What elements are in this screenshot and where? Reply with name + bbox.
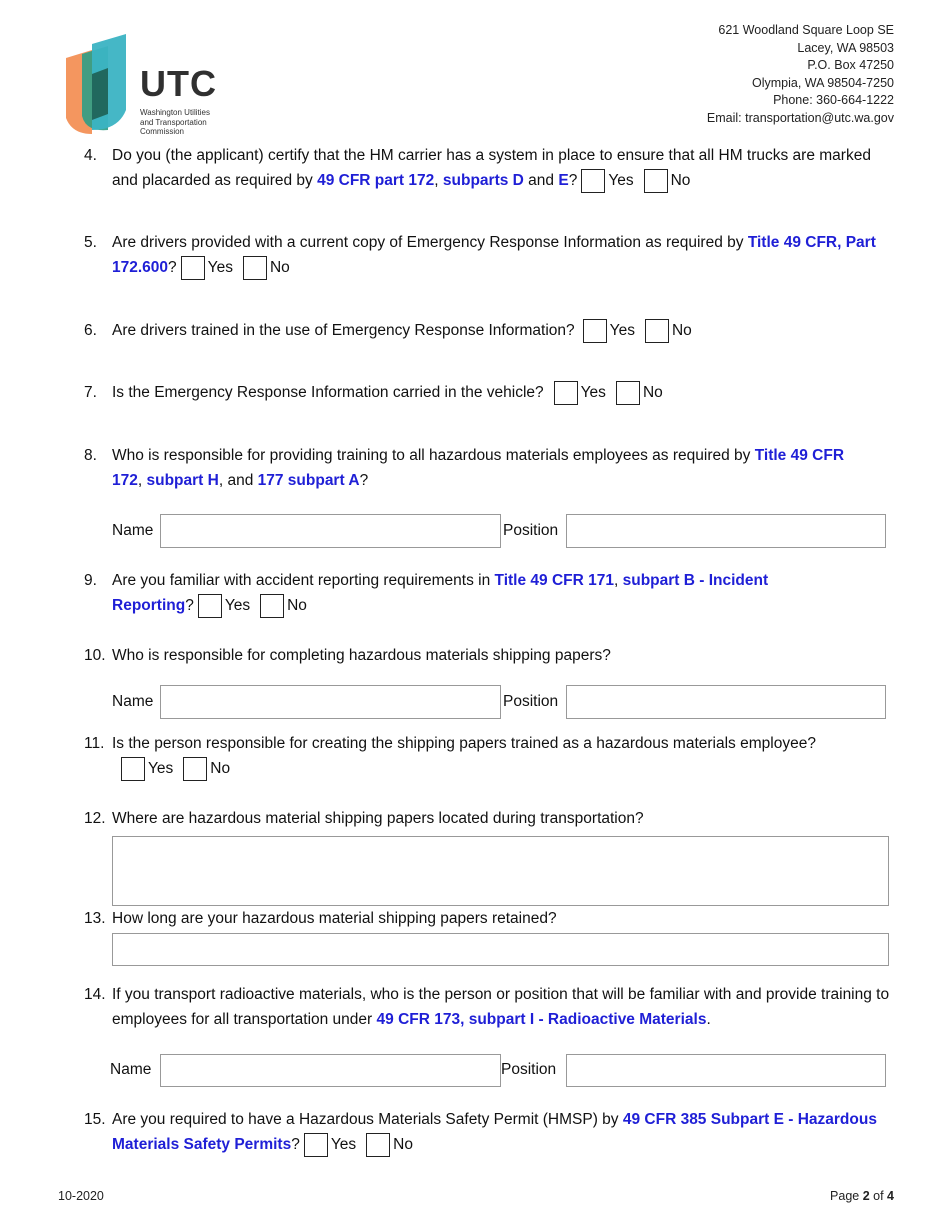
link-title-49-cfr-172-600[interactable]: Title 49 CFR, Part 172.600 xyxy=(112,234,876,276)
q9-yes-checkbox[interactable] xyxy=(198,594,222,618)
q10-name-label: Name xyxy=(112,693,154,710)
q7-yes-checkbox[interactable] xyxy=(554,381,578,405)
q7-no-checkbox[interactable] xyxy=(616,381,640,405)
q6-no-checkbox[interactable] xyxy=(645,319,669,343)
q14-position-input[interactable] xyxy=(566,1054,886,1087)
logo-wordmark: UTC xyxy=(140,63,217,104)
q14-position-label: Position xyxy=(501,1061,557,1078)
link-title-49-cfr-172[interactable]: Title 49 CFR 172 xyxy=(112,447,845,489)
q6-yes-checkbox[interactable] xyxy=(583,319,607,343)
q15-no-checkbox[interactable] xyxy=(366,1133,390,1157)
link-177-subpart-a[interactable]: 177 subpart A xyxy=(257,472,360,489)
link-subpart-b-incident-reporting[interactable]: subpart B - Incident Reporting xyxy=(112,572,769,614)
link-subpart-h[interactable]: subpart H xyxy=(146,472,219,489)
page-number: Page 2 of 4 xyxy=(830,1189,894,1203)
link-subparts-d[interactable]: subparts D xyxy=(442,172,524,189)
agency-address: 621 Woodland Square Loop SE Lacey, WA 98503 P.O. Box 47250 Olympia, WA 98504-7250 Phone: 360-664-1222 Email: transportation@utc.wa.gov xyxy=(706,23,894,125)
q15-yes-checkbox[interactable] xyxy=(304,1133,328,1157)
form-revision-date: 10-2020 xyxy=(58,1189,104,1203)
q10-name-input[interactable] xyxy=(160,685,501,719)
link-title-49-cfr-171[interactable]: Title 49 CFR 171 xyxy=(494,572,614,589)
link-subpart-e[interactable]: E xyxy=(558,172,569,189)
q8-position-label: Position xyxy=(503,522,559,539)
q5-no-checkbox[interactable] xyxy=(243,256,267,280)
q10-position-label: Position xyxy=(503,693,559,710)
link-49-cfr-385-subpart-e[interactable]: 49 CFR 385 Subpart E - Hazardous Materials Safety Permits xyxy=(112,1111,877,1153)
q14-name-input[interactable] xyxy=(160,1054,501,1087)
q11-yes-checkbox[interactable] xyxy=(121,757,145,781)
q11-options: Yes No xyxy=(117,756,230,781)
q11-no-checkbox[interactable] xyxy=(183,757,207,781)
q8-name-input[interactable] xyxy=(160,514,501,548)
q5-yes-checkbox[interactable] xyxy=(181,256,205,280)
link-49-cfr-172[interactable]: 49 CFR part 172 xyxy=(317,172,435,189)
q4-no-checkbox[interactable] xyxy=(644,169,668,193)
q13-answer-input[interactable] xyxy=(112,933,889,966)
q10-position-input[interactable] xyxy=(566,685,886,719)
logo-subtitle: Washington Utilities and Transportation Commission xyxy=(140,108,210,136)
q8-position-input[interactable] xyxy=(566,514,886,548)
q4-yes-checkbox[interactable] xyxy=(581,169,605,193)
q12-answer-textarea[interactable] xyxy=(112,836,889,906)
q9-no-checkbox[interactable] xyxy=(260,594,284,618)
link-49-cfr-173-subpart-i[interactable]: 49 CFR 173, subpart I - Radioactive Materials xyxy=(376,1011,707,1028)
q8-name-label: Name xyxy=(112,522,154,539)
q14-name-label: Name xyxy=(110,1061,152,1078)
